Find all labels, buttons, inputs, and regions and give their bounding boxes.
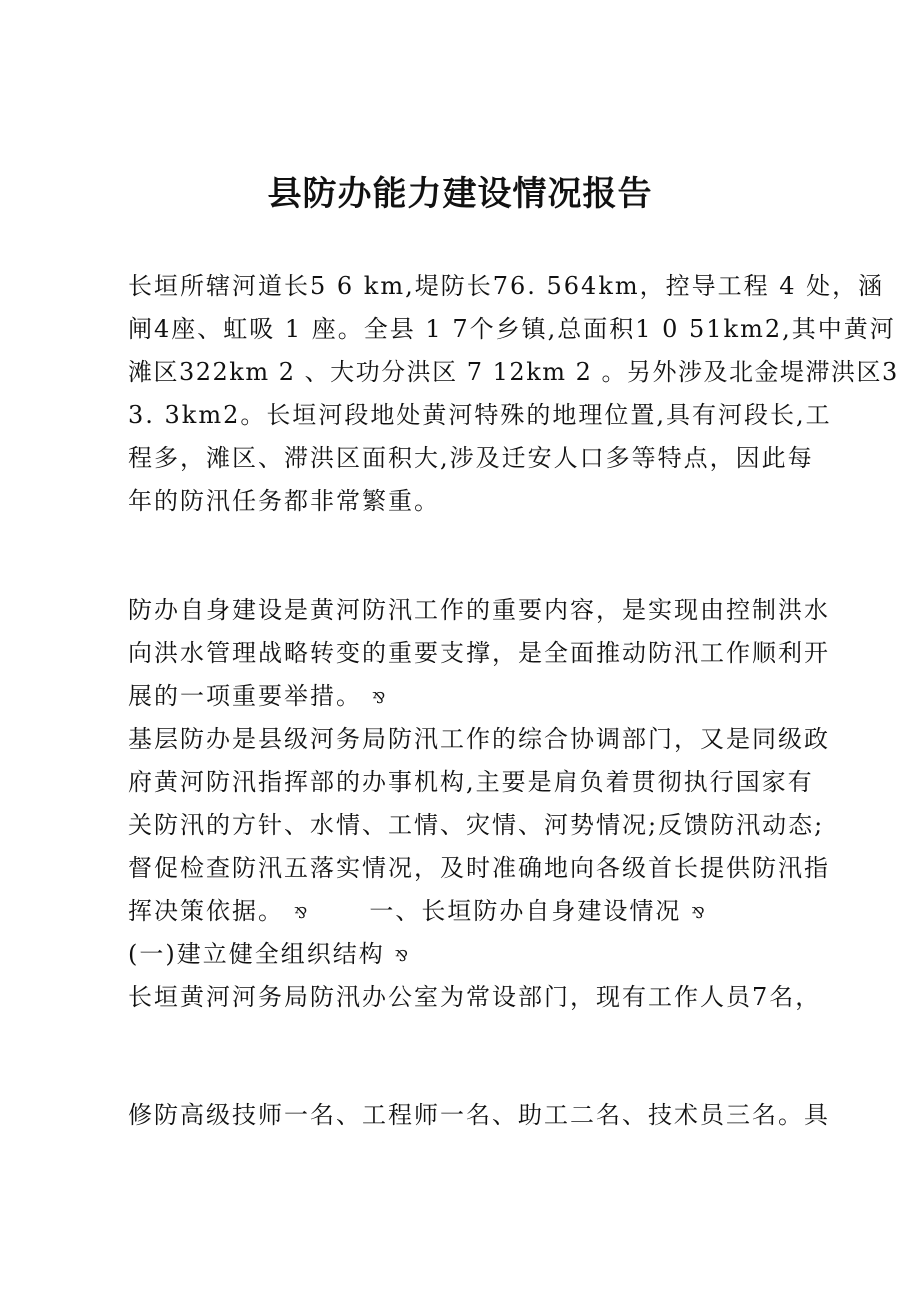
text-line [128,481,440,521]
text-line [128,1095,830,1135]
text-line [128,891,707,933]
document-title: 县防办能力建设情况报告 [267,174,653,214]
subsection-heading: (一)建立健全组织结构 [128,940,385,968]
line-text: 3. 3km2。长垣河段地处黄河特殊的地理位置,具有河段长,工 [128,401,832,429]
text-line [128,395,832,435]
line-text: 基层防办是县级河务局防汛工作的综合协调部门，又是同级政 [128,725,830,753]
text-line [128,676,387,718]
line-text: 展的一项重要举措。 [128,682,362,710]
paragraph-mark-icon: ⅋ [294,903,310,922]
line-text: 挥决策依据。 [128,897,284,925]
text-line [128,762,814,802]
paragraph-mark-icon: ⅋ [394,946,411,965]
line-text: 向洪水管理战略转变的重要支撑，是全面推动防汛工作顺利开 [128,639,830,667]
line-text: 闸4座、虹吸 1 座。全县 1 7个乡镇,总面积1 0 51km2,其中黄河 [128,315,896,343]
text-line [128,719,830,759]
line-text: 长垣所辖河道长5 6 km,堤防长76. 564km，控导工程 4 处，涵 [128,272,885,300]
text-line [128,590,830,630]
text-line [128,352,899,392]
text-line [128,934,410,976]
text-line [128,977,821,1017]
paragraph-mark-icon: ⅋ [372,688,388,707]
text-line [128,309,896,349]
text-line [128,438,814,478]
paragraph-mark-icon: ⅋ [691,903,707,922]
text-line [128,633,830,673]
line-text: 关防汛的方针、水情、工情、灾情、河势情况;反馈防汛动态; [128,811,825,839]
line-text: 修防高级技师一名、工程师一名、助工二名、技术员三名。具 [128,1101,830,1129]
line-text: 程多，滩区、滞洪区面积大,涉及迁安人口多等特点，因此每 [128,444,814,472]
line-text: 府黄河防汛指挥部的办事机构,主要是肩负着贯彻执行国家有 [128,768,814,796]
text-line [128,805,824,845]
line-text: 长垣黄河河务局防汛办公室为常设部门，现有工作人员7名， [128,983,822,1011]
text-line [128,266,884,306]
text-line [128,848,830,888]
line-text: 年的防汛任务都非常繁重。 [128,487,440,515]
section-heading: 一、长垣防办自身建设情况 [369,897,682,925]
line-text: 督促检查防汛五落实情况，及时准确地向各级首长提供防汛指 [128,854,830,882]
line-text: 防办自身建设是黄河防汛工作的重要内容，是实现由控制洪水 [128,596,830,624]
line-text: 滩区322km 2 、大功分洪区 7 12km 2 。另外涉及北金堤滞洪区3 [128,358,899,386]
